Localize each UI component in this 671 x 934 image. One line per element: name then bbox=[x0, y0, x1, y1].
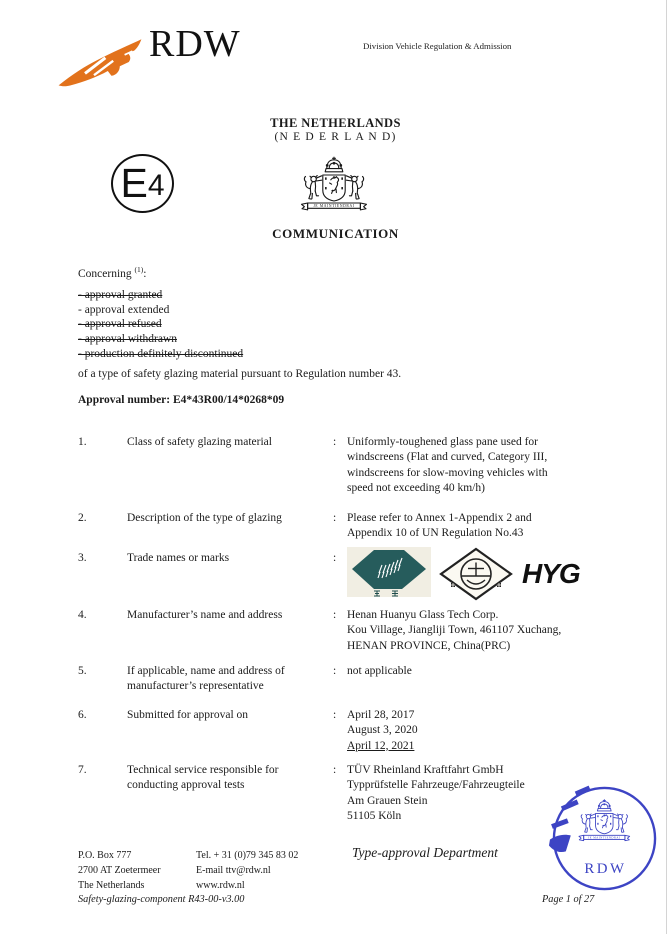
option-approval-granted: - approval granted bbox=[78, 289, 163, 301]
item-label: If applicable, name and address of manufacturer’s representative bbox=[127, 665, 285, 693]
item-label: Technical service responsible for conducting approval tests bbox=[127, 764, 279, 792]
item-description-of-glazing bbox=[78, 511, 594, 542]
item-label: Submitted for approval on bbox=[127, 709, 249, 721]
concerning-heading bbox=[78, 265, 146, 280]
concerning-options-list bbox=[78, 288, 243, 362]
approval-number: Approval number: E4*43R00/14*0268*09 bbox=[78, 394, 285, 406]
document-version: Safety-glazing-component R43-00-v3.00 bbox=[78, 894, 245, 905]
item-colon: : bbox=[333, 709, 337, 721]
hyg-wordmark-icon bbox=[521, 554, 587, 592]
item-submitted-dates bbox=[78, 708, 594, 754]
item-colon: : bbox=[333, 552, 337, 564]
item-value: April 28, 2017 August 3, 2020 April 12, 2021 bbox=[347, 709, 418, 752]
subject-line: of a type of safety glazing material pursuant to Regulation number 43. bbox=[78, 368, 402, 380]
department-signature: Type-approval Department bbox=[352, 845, 498, 860]
item-label: Trade names or marks bbox=[127, 552, 230, 564]
option-approval-withdrawn: - approval withdrawn bbox=[78, 333, 177, 346]
item-colon: : bbox=[333, 512, 337, 524]
stamp-rdw-text: RDW bbox=[584, 861, 627, 878]
item-label: Description of the type of glazing bbox=[127, 512, 282, 524]
rdw-stamp-icon bbox=[546, 782, 661, 897]
option-production-discontinued: - production definitely discontinued bbox=[78, 347, 244, 360]
item-colon: : bbox=[333, 665, 337, 677]
item-value: not applicable bbox=[347, 665, 412, 677]
item-number: 3. bbox=[78, 552, 87, 564]
brand-wordmark: RDW bbox=[149, 23, 241, 65]
item-trade-names bbox=[78, 551, 594, 601]
item-value: TÜV Rheinland Kraftfahrt GmbH Typprüfstelle Fahrzeuge/Fahrzeugteile Am Grauen Stein 51105 Köln bbox=[347, 764, 525, 822]
item-manufacturer bbox=[78, 608, 594, 654]
item-number: 6. bbox=[78, 709, 87, 721]
item-value bbox=[347, 551, 594, 601]
item-representative bbox=[78, 664, 594, 695]
item-label: Manufacturer’s name and address bbox=[127, 609, 283, 621]
country-title-native: (N E D E R L A N D) bbox=[274, 131, 397, 143]
option-approval-refused: - approval refused bbox=[78, 318, 162, 331]
item-value: Henan Huanyu Glass Tech Corp. Kou Village, Jiangliji Town, 461107 Xuchang, HENAN PROVINCE, China(PRC) bbox=[347, 609, 562, 652]
trademark-logos bbox=[347, 547, 594, 601]
item-colon: : bbox=[333, 764, 337, 776]
item-colon: : bbox=[333, 436, 337, 448]
hexagon-wave-mark-icon bbox=[347, 547, 431, 597]
e4-approval-mark bbox=[111, 154, 174, 213]
netherlands-coat-of-arms-icon bbox=[286, 155, 382, 227]
concerning-footnote-ref: (1) bbox=[134, 265, 144, 274]
country-title: THE NETHERLANDS bbox=[270, 116, 401, 130]
item-value: Please refer to Annex 1-Appendix 2 and Appendix 10 of UN Regulation No.43 bbox=[347, 512, 532, 540]
e-mark-letter: E bbox=[120, 160, 148, 206]
item-number: 5. bbox=[78, 665, 87, 677]
footer-contact: Tel. + 31 (0)79 345 83 02 E-mail ttv@rdw.nl www.rdw.nl bbox=[196, 850, 299, 891]
item-number: 4. bbox=[78, 609, 87, 621]
division-title: Division Vehicle Regulation & Admission bbox=[363, 41, 512, 51]
item-number: 1. bbox=[78, 436, 87, 448]
hyg-wordmark-wrap bbox=[521, 554, 587, 592]
concerning-label: Concerning bbox=[78, 267, 132, 280]
document-heading: COMMUNICATION bbox=[272, 226, 399, 241]
item-label: Class of safety glazing material bbox=[127, 436, 272, 448]
diamond-seal-mark-icon bbox=[439, 547, 513, 601]
rdw-feather-logo-icon bbox=[54, 35, 146, 95]
page-number: Page 1 of 27 bbox=[542, 894, 595, 905]
hyg-text: HYG bbox=[522, 558, 580, 589]
concerning-colon: : bbox=[143, 267, 147, 280]
item-technical-service bbox=[78, 763, 594, 824]
item-value: Uniformly-toughened glass pane used for windscreens (Flat and curved, Category III, windscreens for slow-moving vehicles with speed not exceeding 40 km/h) bbox=[347, 436, 548, 494]
e-mark-number: 4 bbox=[147, 169, 165, 202]
footer-address: P.O. Box 777 2700 AT Zoetermeer The Netherlands bbox=[78, 850, 161, 891]
item-class-of-glazing bbox=[78, 435, 594, 496]
item-colon: : bbox=[333, 609, 337, 621]
item-number: 2. bbox=[78, 512, 87, 524]
option-approval-extended: - approval extended bbox=[78, 303, 170, 316]
item-number: 7. bbox=[78, 764, 87, 776]
